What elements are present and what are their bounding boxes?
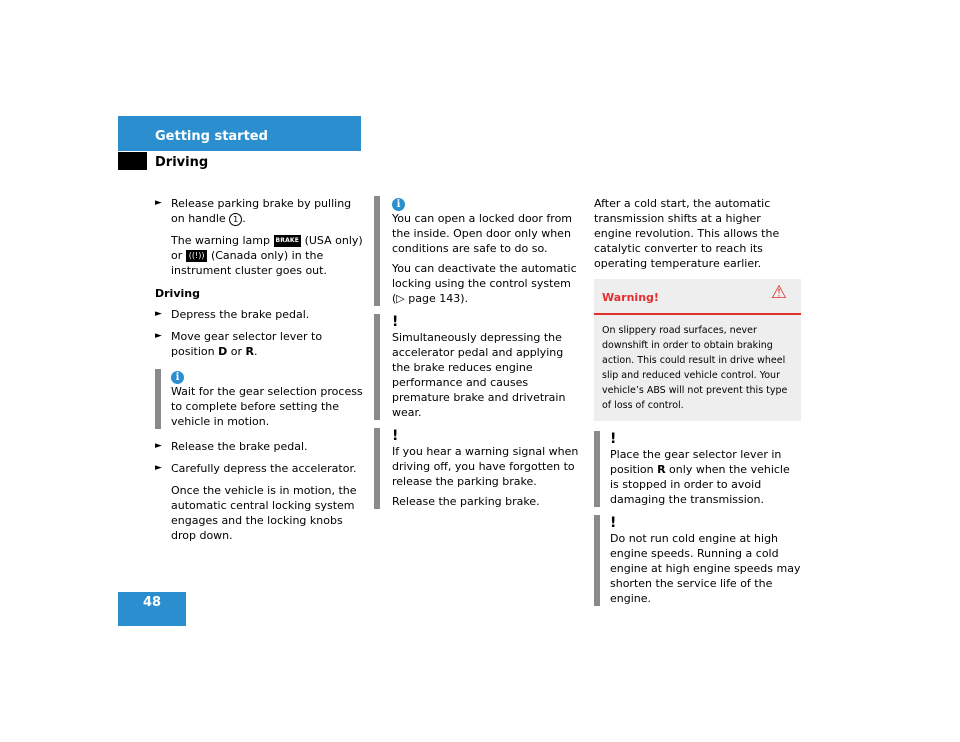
caution-note: ! Place the gear selector lever in position R only when the vehicle is stopped in order to avoid damaging the transmission. bbox=[594, 431, 801, 507]
paragraph: Once the vehicle is in motion, the automatic central locking system engages and the locking knobs drop down. bbox=[171, 484, 357, 542]
column-1 bbox=[155, 196, 363, 549]
paragraph: After a cold start, the automatic transmission shifts at a higher engine revolution. This allows the catalytic converter to reach its operating temperature earlier. bbox=[594, 197, 780, 270]
note-bar bbox=[594, 431, 600, 507]
note-bar bbox=[374, 196, 380, 306]
info-note: i Wait for the gear selection process to complete before setting the vehicle in motion. bbox=[155, 369, 363, 429]
note-bar bbox=[594, 515, 600, 606]
brake-lamp-icon: BRAKE bbox=[274, 235, 302, 247]
driving-heading: Driving bbox=[155, 287, 200, 300]
arrow-right-icon: ► bbox=[155, 309, 162, 319]
info-note: i You can open a locked door from the inside. Open door only when conditions are safe to do so. You can deactivate the automatic locking using the control system (▷ page 143). bbox=[374, 196, 580, 306]
handle-callout-icon: 1 bbox=[229, 213, 242, 226]
exclamation-icon: ! bbox=[392, 428, 399, 444]
canada-brake-lamp-icon: ((!)) bbox=[186, 250, 208, 262]
warning-box bbox=[594, 279, 801, 421]
arrow-right-icon: ► bbox=[155, 463, 162, 473]
note-bar bbox=[374, 314, 380, 420]
page-number: 48 bbox=[142, 595, 162, 610]
header-marker bbox=[118, 152, 147, 170]
arrow-right-icon: ► bbox=[155, 441, 162, 451]
list-item: ► Carefully depress the accelerator. bbox=[155, 462, 357, 475]
note-bar bbox=[155, 369, 161, 429]
caution-note: ! Simultaneously depressing the accelerator pedal and applying the brake reduces engine performance and causes premature brake and drivetrain wear. bbox=[374, 314, 580, 420]
exclamation-icon: ! bbox=[392, 314, 399, 330]
caution-note: ! Do not run cold engine at high engine speeds. Running a cold engine at high engine speeds may shorten the service life of the engine. bbox=[594, 515, 801, 606]
info-icon: i bbox=[392, 198, 405, 211]
exclamation-icon: ! bbox=[610, 431, 617, 447]
info-icon: i bbox=[171, 371, 184, 384]
caution-note: ! If you hear a warning signal when driving off, you have forgotten to release the parking brake. Release the parking brake. bbox=[374, 428, 580, 509]
arrow-right-icon: ► bbox=[155, 198, 162, 208]
section-title: Getting started bbox=[155, 129, 268, 144]
column-3 bbox=[594, 196, 801, 614]
warning-text: On slippery road surfaces, never downshift in order to obtain braking action. This could result in drive wheel slip and reduced vehicle control. Your vehicle’s ABS will not prevent this type of loss of control. bbox=[602, 325, 788, 411]
section-subtitle: Driving bbox=[155, 155, 209, 170]
warning-triangle-icon: ⚠ bbox=[770, 282, 787, 303]
list-item: ► Release parking brake by pulling on handle 1 . bbox=[155, 197, 352, 225]
list-item: ► Release the brake pedal. bbox=[155, 440, 308, 453]
column-2 bbox=[374, 196, 580, 517]
warning-header bbox=[594, 279, 801, 315]
arrow-right-icon: ► bbox=[155, 331, 162, 341]
exclamation-icon: ! bbox=[610, 515, 617, 531]
note-bar bbox=[374, 428, 380, 509]
warning-title: Warning! bbox=[602, 291, 659, 304]
warning-lamp-text: The warning lamp BRAKE (USA only) or ((!)) (Canada only) in the instrument cluster goes out. bbox=[171, 234, 363, 277]
list-item: ► Move gear selector lever to position D or R. bbox=[155, 330, 323, 358]
list-item: ► Depress the brake pedal. bbox=[155, 308, 310, 321]
